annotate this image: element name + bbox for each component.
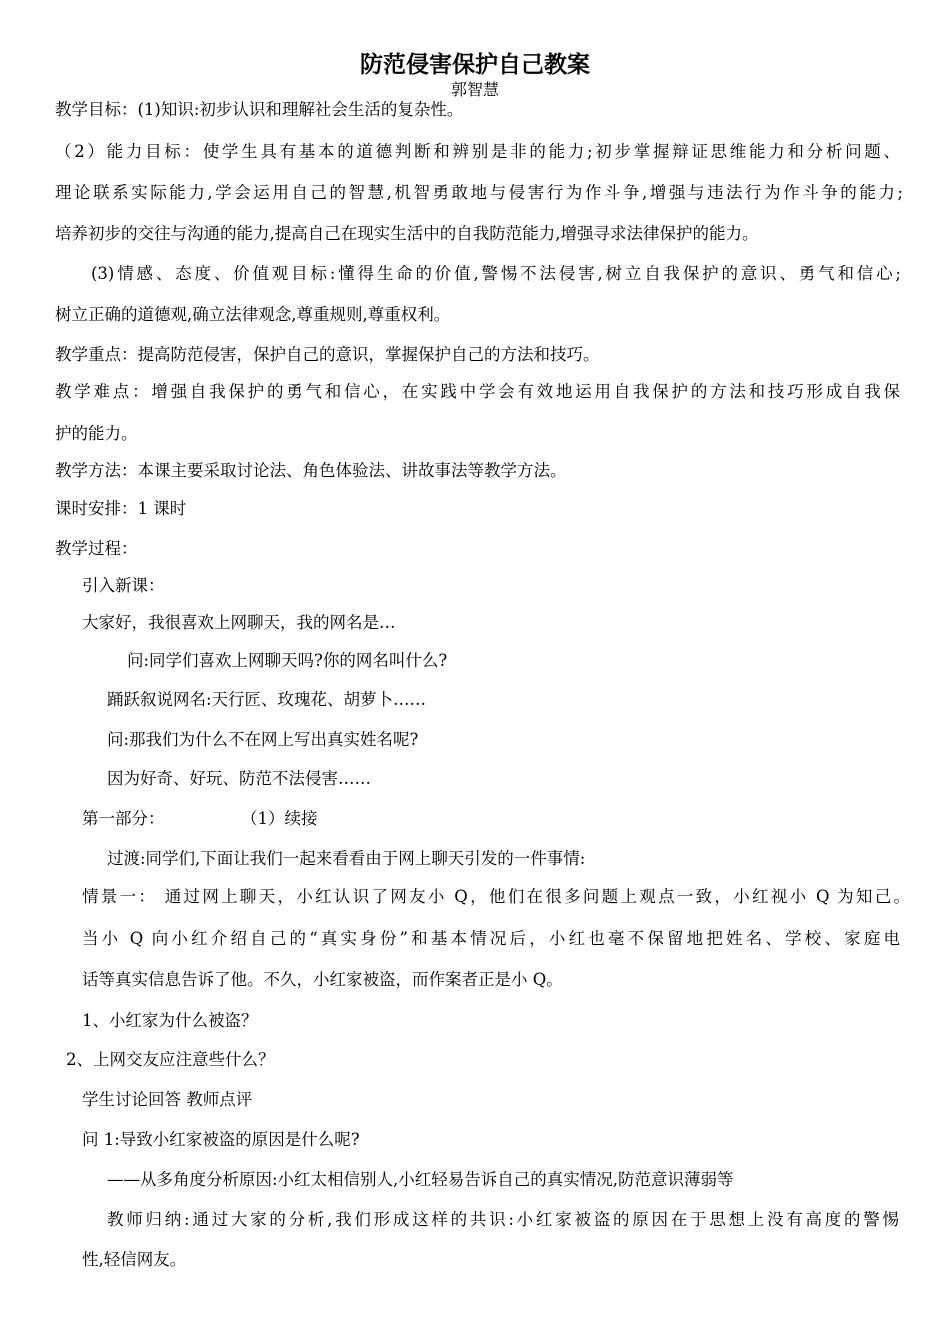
text-line: 教学重点：提高防范侵害，保护自己的意识，掌握保护自己的方法和技巧。: [55, 345, 600, 364]
text-line: 树立正确的道德观,确立法律观念,尊重规则,尊重权利。: [55, 305, 451, 324]
text-line: 当小 Q 向小红介绍自己的“真实身份”和基本情况后，小红也毫不保留地把姓名、学校、家庭电: [82, 929, 900, 948]
text-line: 理论联系实际能力,学会运用自己的智慧,机智勇敢地与侵害行为作斗争,增强与违法行为作斗争的能力;: [55, 183, 903, 202]
text-line: 教师归纳:通过大家的分析,我们形成这样的共识:小红家被盗的原因在于思想上没有高度的警惕: [107, 1210, 899, 1229]
text-line: 教学难点：增强自我保护的勇气和信心，在实践中学会有效地运用自我保护的方法和技巧形成自我保: [55, 382, 900, 401]
text-line: 问:同学们喜欢上网聊天吗?你的网名叫什么?: [127, 651, 448, 670]
text-line: （2）能力目标：使学生具有基本的道德判断和辨别是非的能力;初步掌握辩证思维能力和分析问题、: [55, 142, 900, 161]
text-line: 过渡:同学们,下面让我们一起来看看由于网上聊天引发的一件事情:: [107, 849, 586, 868]
text-line: 护的能力。: [55, 424, 138, 443]
section-heading: 第一部分：: [82, 809, 165, 828]
text-line: 培养初步的交往与沟通的能力,提高自己在现实生活中的自我防范能力,增强寻求法律保护的能力。: [55, 224, 759, 243]
text-line: 话等真实信息告诉了他。不久，小红家被盗，而作案者正是小 Q。: [82, 970, 563, 989]
text-line: 课时安排：1 课时: [55, 499, 187, 518]
document-author: 郭智慧: [450, 80, 499, 99]
question-item: 1、小红家为什么被盗？: [82, 1011, 258, 1030]
section-subheading: （1）续接: [241, 809, 318, 828]
text-line: 问:那我们为什么不在网上写出真实姓名呢?: [107, 730, 419, 749]
text-line: 教学方法：本课主要采取讨论法、角色体验法、讲故事法等教学方法。: [55, 461, 567, 480]
text-line: 踊跃叙说网名:天行匠、玫瑰花、胡萝卜……: [107, 690, 427, 709]
text-line: 学生讨论回答 教师点评: [82, 1090, 253, 1109]
text-line: 引入新课：: [82, 576, 165, 595]
text-line: 大家好，我很喜欢上网聊天，我的网名是…: [82, 613, 396, 632]
question-item: 2、上网交友应注意些什么？: [66, 1050, 275, 1069]
text-line: 教学目标：(1)知识:初步认识和理解社会生活的复杂性。: [55, 100, 464, 119]
text-line: 情景一： 通过网上聊天，小红认识了网友小 Q，他们在很多问题上观点一致，小红视小 Q 为知己。: [82, 887, 910, 906]
text-line: 性,轻信网友。: [82, 1250, 187, 1269]
text-line: (3)情感、态度、价值观目标:懂得生命的价值,警惕不法侵害,树立自我保护的意识、勇气和信心;: [91, 264, 901, 283]
text-line: 问 1:导致小红家被盗的原因是什么呢?: [82, 1130, 360, 1149]
text-line: ——从多角度分析原因:小红太相信别人,小红轻易告诉自己的真实情况,防范意识薄弱等: [107, 1170, 734, 1189]
text-line: 因为好奇、好玩、防范不法侵害……: [107, 769, 371, 788]
text-line: 教学过程：: [55, 539, 138, 558]
document-title: 防范侵害保护自己教案: [360, 52, 590, 78]
